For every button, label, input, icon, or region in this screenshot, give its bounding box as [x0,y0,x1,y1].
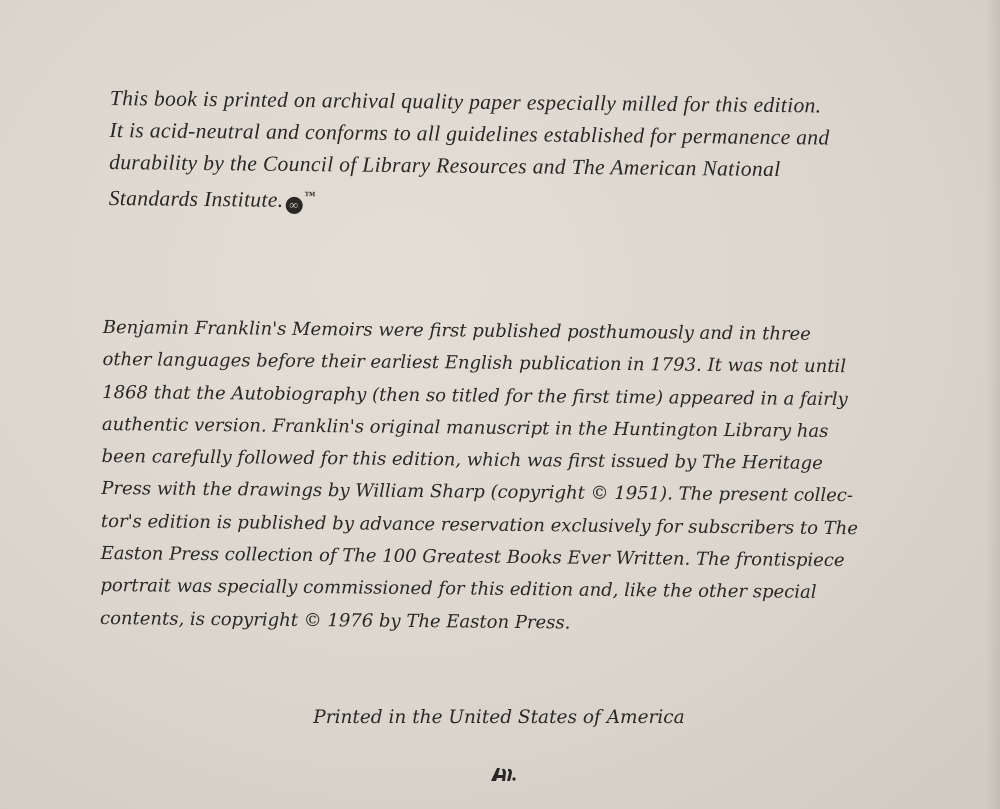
printer-device-icon [488,764,518,786]
history-note-line: other languages before their earliest English publication in 1793. It was not until [102,349,847,378]
trademark-mark: ™ [304,190,316,203]
paper-note-line: It is acid-neutral and conforms to all guidelines established for permanence and [109,117,830,150]
history-note-line: contents, is copyright © 1976 by The Easton Press. [99,607,571,634]
history-note-line: tor's edition is published by advance reservation exclusively for subscribers to The [100,510,859,540]
history-note-line: been carefully followed for this edition, which was first issued by The Heritage [101,446,823,475]
history-note-line: authentic version. Franklin's original manuscript in the Huntington Library has [101,413,829,442]
history-note-line: Benjamin Franklin's Memoirs were first published posthumously and in three [102,316,811,345]
history-note-line: portrait was specially commissioned for this edition and, like the other special [100,575,817,604]
edition-history-note [100,312,893,643]
history-note-line: Easton Press collection of The 100 Greatest Books Ever Written. The frontispiece [100,543,845,572]
permanence-seal-icon: ∞ [285,197,302,214]
printed-in-text: Printed in the United States of America [313,707,685,728]
paper-note-line: Standards Institute. [108,185,284,212]
page-edge-shadow [986,0,1000,809]
paper-note-line: durability by the Council of Library Resources and The American National [109,149,781,182]
history-note-line: Press with the drawings by William Sharp (copyright © 1951). The present collec- [101,478,854,507]
paper-note-line: This book is printed on archival quality paper especially milled for this edition. [109,85,822,118]
history-note-line: 1868 that the Autobiography (then so titled for the first time) appeared in a fairly [102,381,848,410]
archival-paper-note [109,82,890,222]
printed-in-line [0,703,1000,733]
